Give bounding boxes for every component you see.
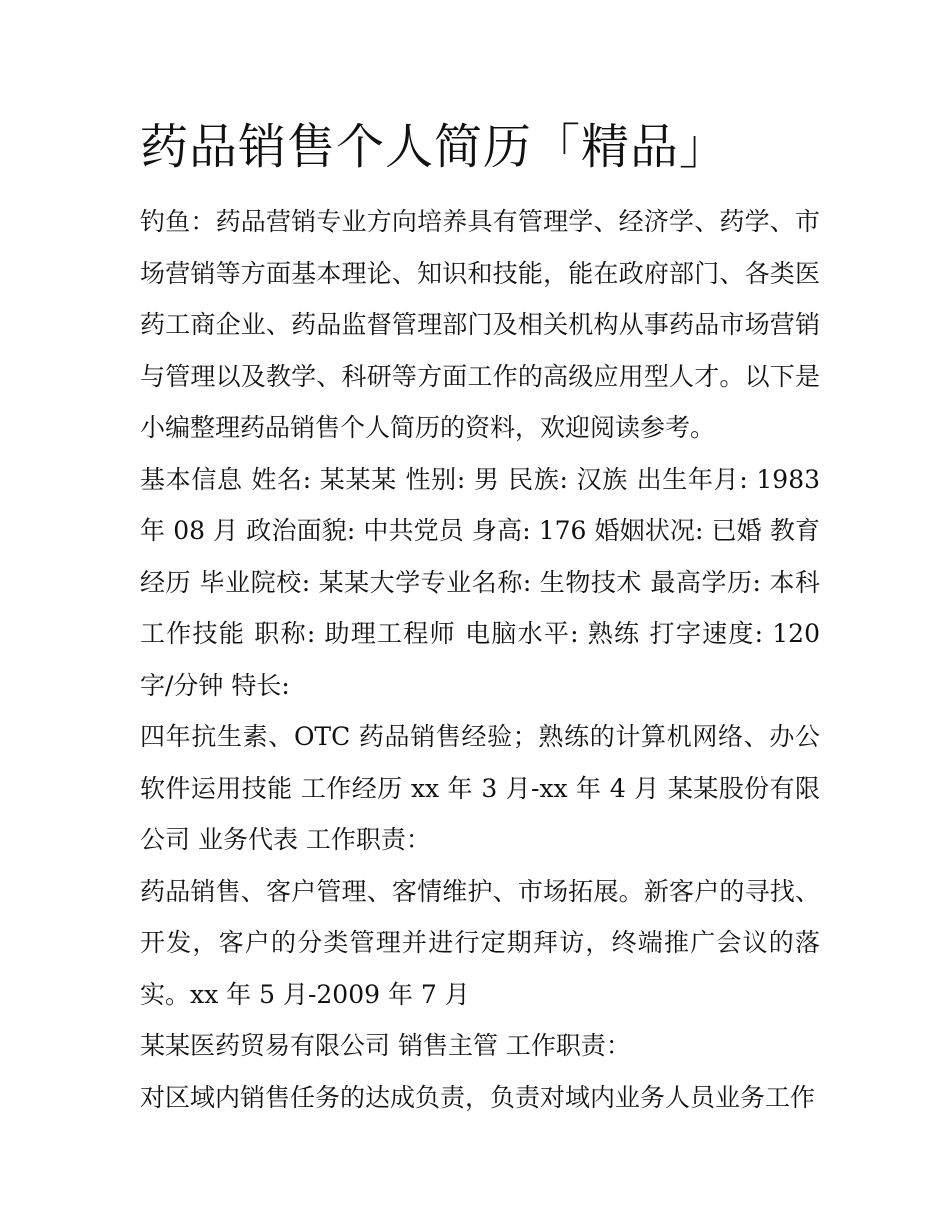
- responsibility-paragraph: 对区域内销售任务的达成负责，负责对域内业务人员业务工作: [140, 1082, 816, 1112]
- basic-info-paragraph: 基本信息 姓名: 某某某 性别: 男 民族: 汉族 出生年月: 1983 年 08 月 政治面貌: 中共党员 身高: 176 婚姻状况: 已婚 教育经历 毕业院校: 某某大学专业名称: 生物技术 最高学历: 本科 工作技能 职称: 助理工程师 电脑水平: 熟练 打字速度: 120 字/分钟 特长:: [140, 464, 820, 700]
- employer-paragraph: 某某医药贸易有限公司 销售主管 工作职责：: [140, 1031, 631, 1060]
- intro-paragraph: 钓鱼：药品营销专业方向培养具有管理学、经济学、药学、市场营销等方面基本理论、知识和技能，能在政府部门、各类医药工商企业、药品监督管理部门及相关机构从事药品市场营销与管理以及教学、科研等方面工作的高级应用型人才。以下是小编整理药品销售个人简历的资料，欢迎阅读参考。: [140, 207, 820, 442]
- job-duties-paragraph: 药品销售、客户管理、客情维护、市场拓展。新客户的寻找、开发，客户的分类管理并进行定期拜访，终端推广会议的落实。xx 年 5 月-2009 年 7 月: [140, 876, 820, 1009]
- document-title: 药品销售个人简历「精品」: [140, 119, 729, 175]
- skills-experience-paragraph: 四年抗生素、OTC 药品销售经验；熟练的计算机网络、办公软件运用技能 工作经历 xx 年 3 月-xx 年 4 月 某某股份有限公司 业务代表 工作职责：: [140, 722, 820, 854]
- document-body: [140, 108, 820, 1123]
